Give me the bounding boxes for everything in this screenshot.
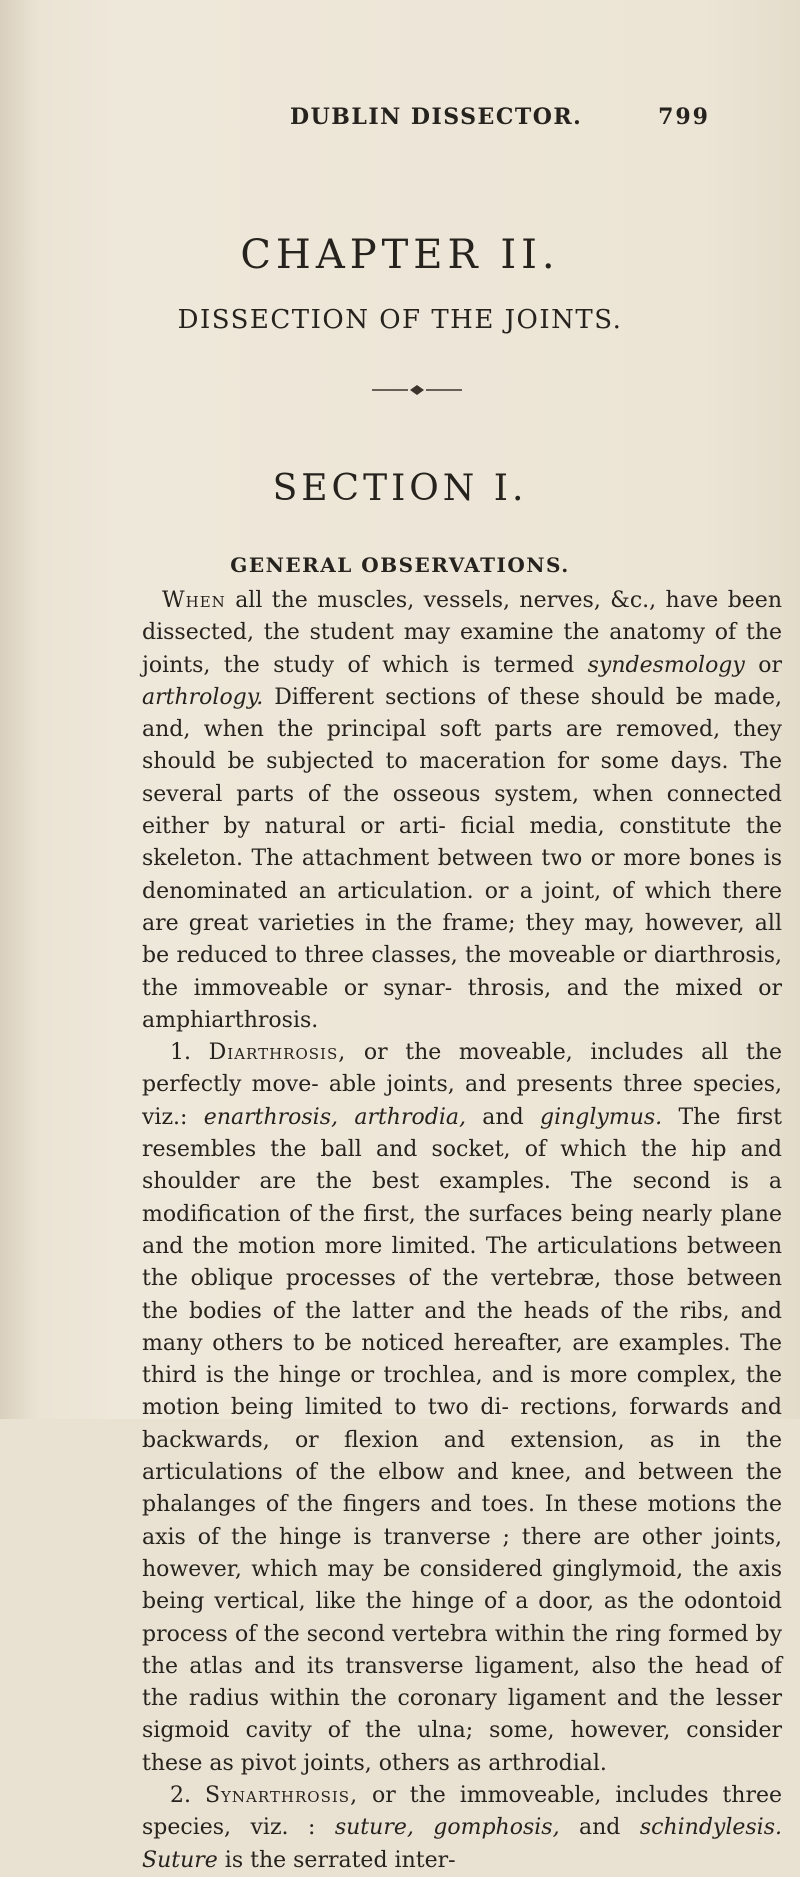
section-subtitle: GENERAL OBSERVATIONS. bbox=[230, 553, 570, 577]
paragraph-number: 1. bbox=[170, 1040, 209, 1066]
text-run: or bbox=[744, 652, 782, 678]
term-italic: ginglymus. bbox=[540, 1104, 663, 1130]
paragraph-1 bbox=[142, 585, 782, 1037]
text-run: and bbox=[465, 1104, 540, 1130]
section-title: SECTION I. bbox=[272, 468, 528, 509]
term-smallcaps: Diarthrosis, bbox=[208, 1040, 347, 1066]
term-italic: syndesmology bbox=[587, 652, 745, 678]
term-italic: enarthrosis, arthrodia, bbox=[203, 1104, 466, 1130]
paragraph-2 bbox=[142, 1037, 782, 1780]
term-italic: arthrology. bbox=[142, 684, 264, 710]
text-run: and bbox=[559, 1815, 640, 1841]
running-title: DUBLIN DISSECTOR. bbox=[290, 104, 583, 130]
term-italic: Suture bbox=[142, 1847, 218, 1873]
text-run: The first resembles the ball and socket, of which the hip and shoulder are the best examples. The second is a modification of the first, the surfaces being nearly plane and the motion more limited. The articulations between the oblique processes of the vertebræ, those between the bodies of the latter and the heads of the ribs, and many others to be noticed hereafter, are examples. The third is the hinge or trochlea, and is more complex, the motion being limited to two di- rections, forwards and backwards, or flexion and extension, as in the articulations of the elbow and knee, and between the phalanges of the fingers and toes. In these motions the axis of the hinge is tranverse ; there are other joints, however, which may be considered ginglymoid, the axis being vertical, like the hinge of a door, as the odontoid process of the second vertebra within the ring formed by the atlas and its transverse ligament, also the head of the radius within the coronary ligament and the lesser sigmoid cavity of the ulna; some, however, consider these as pivot joints, others as arthrodial. bbox=[142, 1104, 782, 1776]
page-number: 799 bbox=[658, 104, 710, 130]
term-italic: schindylesis. bbox=[639, 1815, 782, 1841]
chapter-title: CHAPTER II. bbox=[240, 232, 560, 278]
text-run: Different sections of these should be made, and, when the principal soft parts are removed, they should be subjected to maceration for some days. The several parts of the osseous system, when connected either by natural or arti- ficial media, constitute the skeleton. The attachment between two or more bones is denominated an articulation. or a joint, of which there are great varieties in the frame; they may, however, all be reduced to three classes, the moveable or diarthrosis, the immoveable or synar- throsis, and the mixed or amphiarthrosis. bbox=[142, 684, 782, 1033]
paragraph-number: 2. bbox=[170, 1782, 205, 1808]
lead-word: When bbox=[162, 588, 226, 613]
text-run: is the serrated inter- bbox=[217, 1847, 456, 1873]
body-text bbox=[142, 585, 782, 1877]
text-run: or the immoveable, includes three species, viz. : bbox=[142, 1782, 783, 1841]
term-italic: suture, gomphosis, bbox=[334, 1815, 560, 1841]
chapter-subtitle: DISSECTION OF THE JOINTS. bbox=[177, 305, 623, 335]
ornament-divider-icon bbox=[372, 384, 462, 396]
text-run: all the muscles, vessels, nerves, &c., have been dissected, the student may examine the anatomy of the joints, the study of which is termed bbox=[142, 588, 782, 678]
text-run: or the moveable, includes all the perfectly move- able joints, and presents three species, viz.: bbox=[142, 1040, 782, 1130]
term-smallcaps: Synarthrosis, bbox=[204, 1782, 359, 1808]
paragraph-3 bbox=[142, 1780, 782, 1877]
